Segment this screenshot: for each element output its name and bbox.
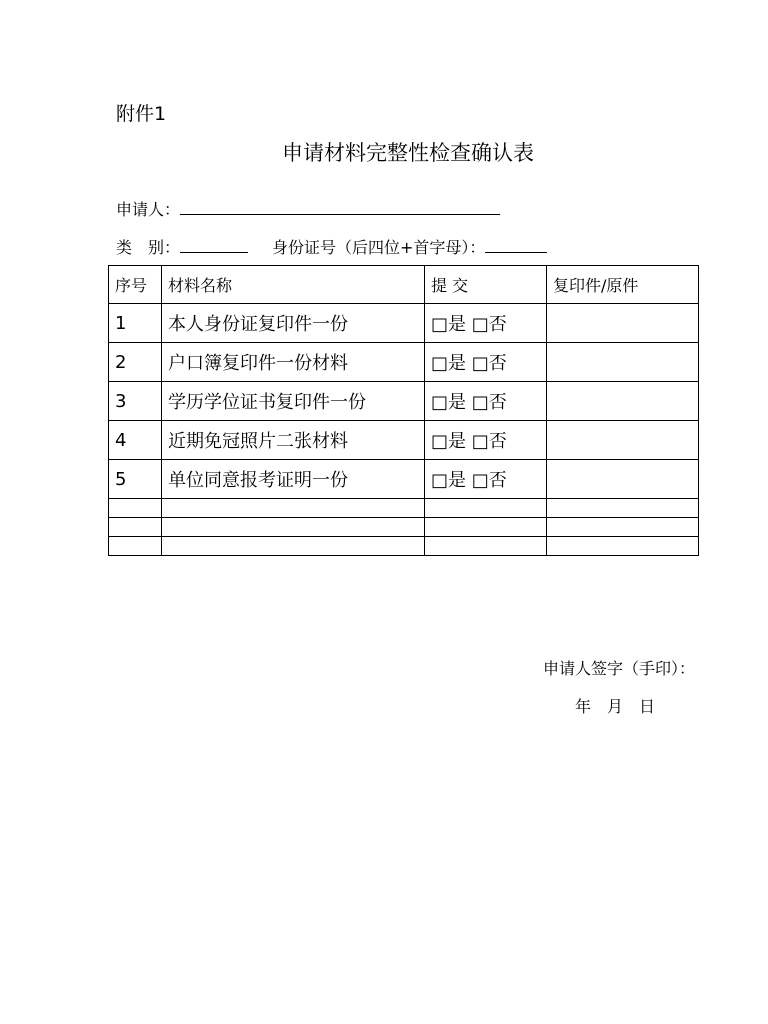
id-label: 身份证号（后四位+首字母）： [272,238,486,257]
row-material-name[interactable] [162,518,425,537]
document-title: 申请材料完整性检查确认表 [282,141,534,165]
row-no[interactable] [109,537,162,556]
category-id-field [116,236,547,259]
row-material-name: 学历学位证书复印件一份 [162,382,425,421]
applicant-label: 申请人： [116,200,181,219]
table-row [109,460,699,499]
row-note[interactable] [547,460,699,499]
table-row [109,518,699,537]
row-note[interactable] [547,518,699,537]
materials-table [108,265,699,556]
applicant-field [116,198,500,221]
row-checkbox-choice[interactable]: □是 □否 [425,421,547,460]
table-row [109,382,699,421]
id-input-line[interactable] [485,236,547,253]
category-label: 类 别： [116,238,181,257]
row-note[interactable] [547,421,699,460]
header-copy-original: 复印件/原件 [547,266,699,304]
header-submit: 提 交 [425,266,547,304]
applicant-input-line[interactable] [180,198,500,215]
row-material-name: 近期免冠照片二张材料 [162,421,425,460]
row-checkbox-choice[interactable] [425,537,547,556]
row-checkbox-choice[interactable] [425,518,547,537]
row-checkbox-choice[interactable]: □是 □否 [425,382,547,421]
row-material-name: 本人身份证复印件一份 [162,304,425,343]
row-material-name: 单位同意报考证明一份 [162,460,425,499]
table-row [109,421,699,460]
row-note[interactable] [547,304,699,343]
table-row [109,537,699,556]
row-note[interactable] [547,343,699,382]
row-no: 3 [109,382,162,421]
header-no: 序号 [109,266,162,304]
row-material-name: 户口簿复印件一份材料 [162,343,425,382]
row-no[interactable] [109,499,162,518]
row-checkbox-choice[interactable]: □是 □否 [425,304,547,343]
row-no: 5 [109,460,162,499]
table-header-row [109,266,699,304]
category-input-line[interactable] [180,236,248,253]
row-checkbox-choice[interactable]: □是 □否 [425,343,547,382]
row-material-name[interactable] [162,537,425,556]
table-row [109,343,699,382]
row-no: 1 [109,304,162,343]
table-row [109,304,699,343]
row-note[interactable] [547,382,699,421]
signature-label: 申请人签字（手印）： [543,659,696,678]
row-no[interactable] [109,518,162,537]
row-checkbox-choice[interactable]: □是 □否 [425,460,547,499]
header-name: 材料名称 [162,266,425,304]
table-row [109,499,699,518]
row-note[interactable] [547,499,699,518]
row-note[interactable] [547,537,699,556]
attachment-label: 附件1 [116,103,167,125]
row-no: 2 [109,343,162,382]
row-material-name[interactable] [162,499,425,518]
date-line: 年 月 日 [575,697,656,716]
row-checkbox-choice[interactable] [425,499,547,518]
row-no: 4 [109,421,162,460]
